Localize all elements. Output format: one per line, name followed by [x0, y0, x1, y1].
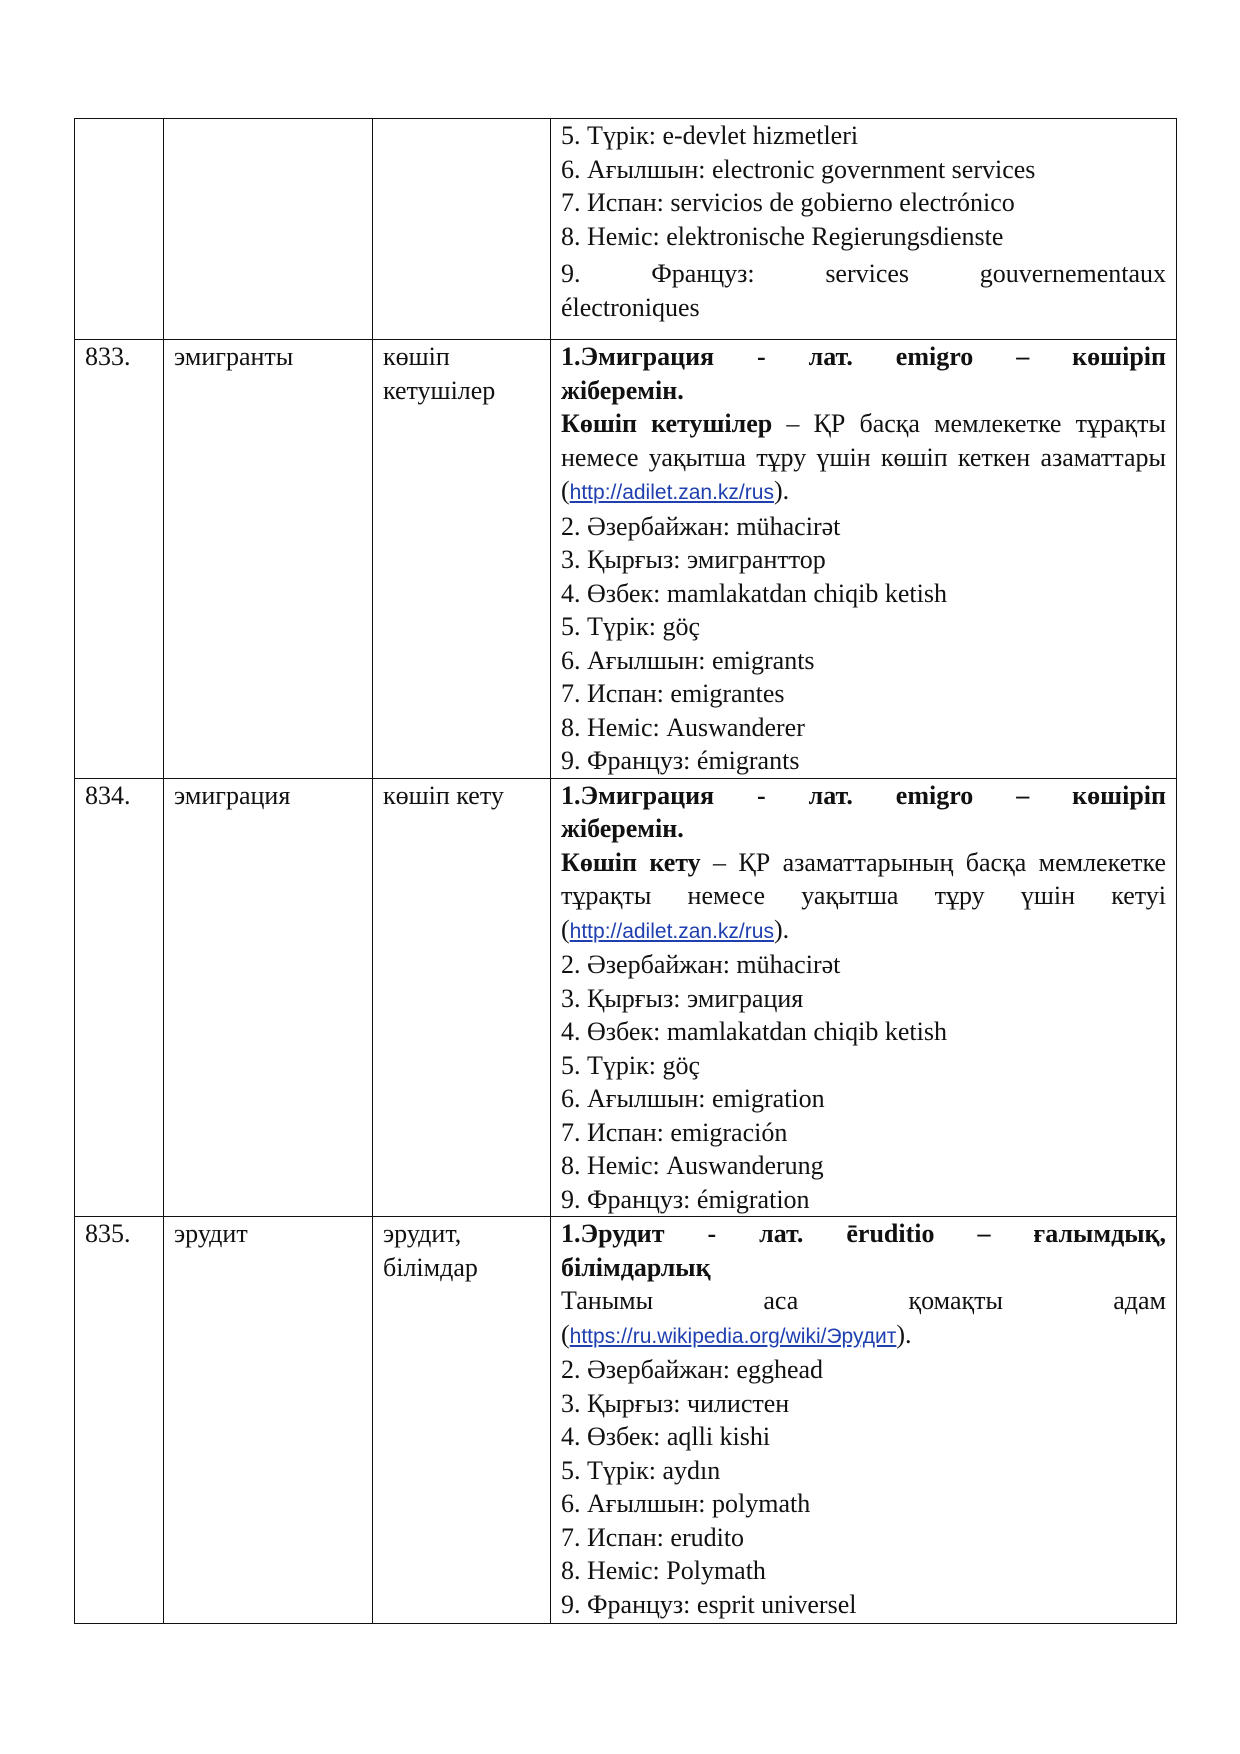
row-number-cell — [75, 119, 164, 340]
translation-line: 7. Испан: emigrantes — [561, 679, 785, 708]
translation-line: 5. Түрік: aydın — [561, 1455, 721, 1485]
ru-term-cell — [164, 119, 373, 340]
etymology-line: 1.Эмиграция - лат. emigro – көшіріп — [561, 780, 1166, 810]
kz-term-cell — [373, 119, 551, 340]
translation-line: 5. Түрік: göç — [561, 1050, 701, 1080]
translation-line: 8. Неміс: elektronische Regierungsdienste — [561, 221, 1004, 251]
description-cell — [551, 119, 1177, 340]
table-row — [75, 778, 1177, 1217]
translation-line: 2. Әзербайжан: egghead — [561, 1355, 824, 1384]
description-cell — [551, 340, 1177, 779]
kz-term-cell: көшіп кетушілер — [373, 340, 551, 779]
description-cell — [551, 1217, 1177, 1624]
translation-line: 3. Қырғыз: чилистен — [561, 1388, 790, 1418]
definition: Танымы аса қомақты адам — [561, 1286, 1166, 1315]
translation-line: 6. Ағылшын: electronic government services — [561, 154, 1036, 184]
translation-line: 7. Испан: erudito — [561, 1522, 745, 1552]
translation-line: 5. Түрік: göç — [561, 612, 701, 641]
kz-term-cell: эрудит, білімдар — [373, 1217, 551, 1624]
translation-line: 3. Қырғыз: эмигранттор — [561, 545, 826, 574]
etymology-line: жіберемін. — [561, 814, 684, 843]
translation-line: 2. Әзербайжан: mühacirət — [561, 511, 841, 541]
translation-line: 7. Испан: emigración — [561, 1117, 788, 1147]
translation-line: 9. Француз: émigration — [561, 1184, 810, 1214]
translation-line: 7. Испан: servicios de gobierno electrónico — [561, 188, 1015, 217]
translation-line: 8. Неміс: Auswanderer — [561, 712, 805, 742]
source-link[interactable]: http://adilet.zan.kz/rus — [569, 481, 774, 504]
ru-term-cell: эрудит — [164, 1217, 373, 1624]
ru-term-cell: эмиграция — [164, 778, 373, 1217]
translation-line: 6. Ағылшын: emigration — [561, 1084, 825, 1113]
table-row — [75, 119, 1177, 340]
translation-line: 9. Француз: émigrants — [561, 746, 800, 775]
translation-line: 9. Француз: services gouvernementaux — [561, 259, 1167, 288]
translation-line: 9. Француз: esprit universel — [561, 1589, 857, 1619]
ru-term-cell: эмигранты — [164, 340, 373, 779]
translation-line: 3. Қырғыз: эмиграция — [561, 983, 804, 1013]
description-cell — [551, 778, 1177, 1217]
translation-line: 4. Өзбек: mamlakatdan chiqib ketish — [561, 1017, 947, 1046]
row-number-cell: 833. — [75, 340, 164, 779]
etymology-line: 1.Эрудит - лат. ēruditio – ғалымдық, — [561, 1219, 1166, 1248]
table-row — [75, 340, 1177, 779]
source-link[interactable]: https://ru.wikipedia.org/wiki/Эрудит — [569, 1324, 897, 1348]
definition: Көшіп кету – ҚР азаматтарының басқа мемлекетке тұрақты немесе уақытша тұру үшін кетуі (http://adilet.zan.kz/rus). — [561, 847, 1167, 944]
definition-source: (https://ru.wikipedia.org/wiki/Эрудит). — [561, 1319, 912, 1349]
table-row — [75, 1217, 1177, 1624]
translation-line-continued: électroniques — [561, 292, 700, 322]
translation-line: 4. Өзбек: aqlli kishi — [561, 1422, 771, 1451]
row-number-cell: 835. — [75, 1217, 164, 1624]
row-number-cell: 834. — [75, 778, 164, 1217]
etymology-line: жіберемін. — [561, 375, 684, 405]
source-link[interactable]: http://adilet.zan.kz/rus — [569, 919, 774, 943]
definition: Көшіп кетушілер – ҚР басқа мемлекетке тұрақты немесе уақытша тұру үшін көшіп кеткен азаматтары (http://adilet.zan.kz/rus). — [561, 409, 1166, 505]
kz-term-cell: көшіп кету — [373, 778, 551, 1217]
translation-line: 8. Неміс: Polymath — [561, 1556, 766, 1585]
translation-line: 8. Неміс: Auswanderung — [561, 1151, 824, 1180]
translation-line: 2. Әзербайжан: mühacirət — [561, 950, 841, 979]
etymology-line: 1.Эмиграция - лат. emigro – көшіріп — [561, 342, 1166, 371]
translation-line: 6. Ағылшын: polymath — [561, 1489, 811, 1518]
etymology-line: білімдарлық — [561, 1252, 711, 1282]
translation-line: 4. Өзбек: mamlakatdan chiqib ketish — [561, 578, 947, 608]
translation-line: 6. Ағылшын: emigrants — [561, 645, 815, 675]
terminology-table — [74, 118, 1177, 1624]
translation-line: 5. Түрік: e-devlet hizmetleri — [561, 121, 859, 150]
